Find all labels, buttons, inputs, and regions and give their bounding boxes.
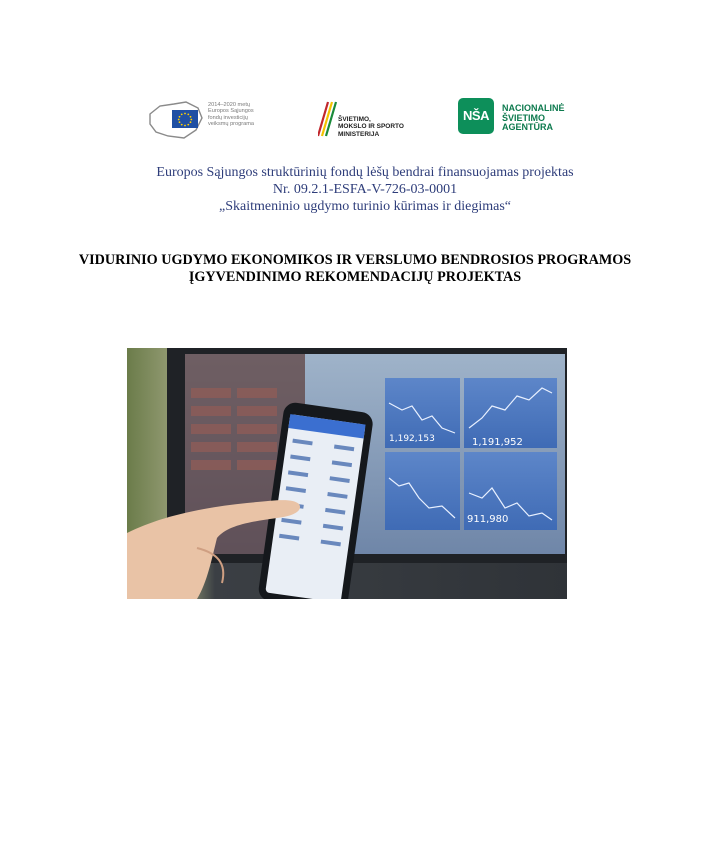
screen-value: 1,191,952 (472, 437, 523, 448)
nsa-mark: NŠA (458, 98, 494, 134)
nsa-text (502, 104, 565, 133)
nsa-text-line: ŠVIETIMO (502, 112, 546, 123)
ministry-text-line: ŠVIETIMO, (338, 116, 371, 123)
nsa-text-line: NACIONALINĖ (502, 103, 565, 113)
stock-trading-photo (127, 348, 567, 599)
project-number: Nr. 09.2.1-ESFA-V-726-03-0001 (272, 182, 458, 197)
ministry-text-line: MINISTERIJA (338, 130, 380, 138)
eu-text-line: fondų investicijų (208, 114, 248, 121)
ministry-text (338, 116, 404, 138)
screen-value: 1,192,153 (389, 434, 435, 444)
ministry-logo (318, 98, 418, 142)
title-line: VIDURINIO UGDYMO EKONOMIKOS IR VERSLUMO BENDROSIOS PROGRAMOS (78, 252, 632, 268)
logo-strip (0, 96, 710, 146)
eu-funds-logo (146, 100, 266, 142)
ministry-text-line: MOKSLO IR SPORTO (338, 123, 404, 131)
eu-text-line: 2014–2020 metų (208, 102, 250, 108)
eu-text-line: veiksmų programa (208, 121, 255, 128)
screen-value: 911,980 (467, 514, 509, 525)
eu-flag-icon (172, 110, 198, 128)
project-line: Europos Sąjungos struktūrinių fondų lėšų bendrai finansuojamas projektas (156, 165, 574, 180)
eu-funds-text (208, 102, 268, 128)
document-title (0, 252, 710, 286)
ministry-stripes-icon (318, 100, 338, 138)
nsa-text-line: AGENTŪRA (502, 122, 553, 133)
project-info (0, 164, 710, 215)
cover-photo (127, 348, 567, 599)
project-name: „Skaitmeninio ugdymo turinio kūrimas ir diegimas“ (218, 199, 511, 214)
eu-text-line: Europos Sąjungos (208, 108, 254, 115)
nsa-logo (458, 98, 578, 140)
title-line: ĮGYVENDINIMO REKOMENDACIJŲ PROJEKTAS (188, 269, 522, 285)
